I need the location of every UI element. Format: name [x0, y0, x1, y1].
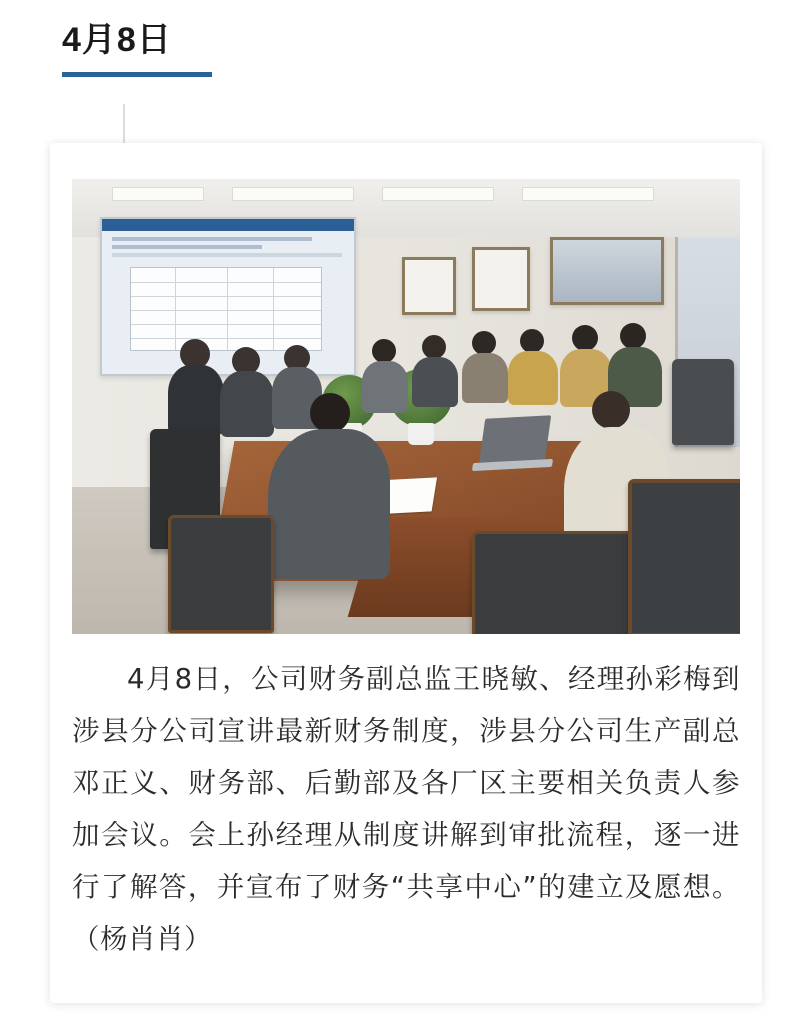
attendee-head — [520, 329, 544, 353]
attendee-body — [168, 365, 224, 435]
attendee-body — [362, 361, 408, 413]
wall-group-photo — [550, 237, 664, 305]
chair — [672, 359, 734, 445]
attendee-body — [412, 357, 458, 407]
chair-foreground — [472, 531, 648, 634]
attendee-head — [620, 323, 646, 349]
foreground-attendee-head-right — [592, 391, 630, 429]
page-title: 4月8日 — [62, 21, 172, 59]
meeting-room-photo — [72, 179, 740, 634]
wall-picture-2 — [472, 247, 530, 311]
chair-foreground-right — [628, 479, 740, 634]
foreground-attendee-head — [310, 393, 350, 433]
attendee-body — [508, 351, 558, 405]
attendee-head — [422, 335, 446, 359]
article-caption: 4月8日，公司财务副总监王晓敏、经理孙彩梅到涉县分公司宣讲最新财务制度，涉县分公司生产副总邓正义、财务部、后勤部及各厂区主要相关负责人参加会议。会上孙经理从制度讲解到审批流程，逐一进行了解答，并宣布了财务“共享中心”的建立及愿想。（杨肖肖） — [72, 663, 740, 955]
attendee-body — [220, 371, 274, 437]
photo-illustration — [72, 179, 740, 634]
chair — [168, 515, 274, 633]
accent-underline — [62, 72, 212, 77]
foreground-attendee-body — [268, 429, 390, 579]
date-heading-block — [62, 18, 212, 77]
plant-pot-2 — [408, 423, 434, 445]
laptop — [479, 415, 551, 464]
wall-picture-1 — [402, 257, 456, 315]
article-card — [50, 143, 762, 1003]
timeline-connector — [123, 104, 125, 146]
attendee-body — [462, 353, 508, 403]
attendee-head — [472, 331, 496, 355]
attendee-head — [372, 339, 396, 363]
projector-screen — [100, 217, 356, 376]
attendee-head — [572, 325, 598, 351]
